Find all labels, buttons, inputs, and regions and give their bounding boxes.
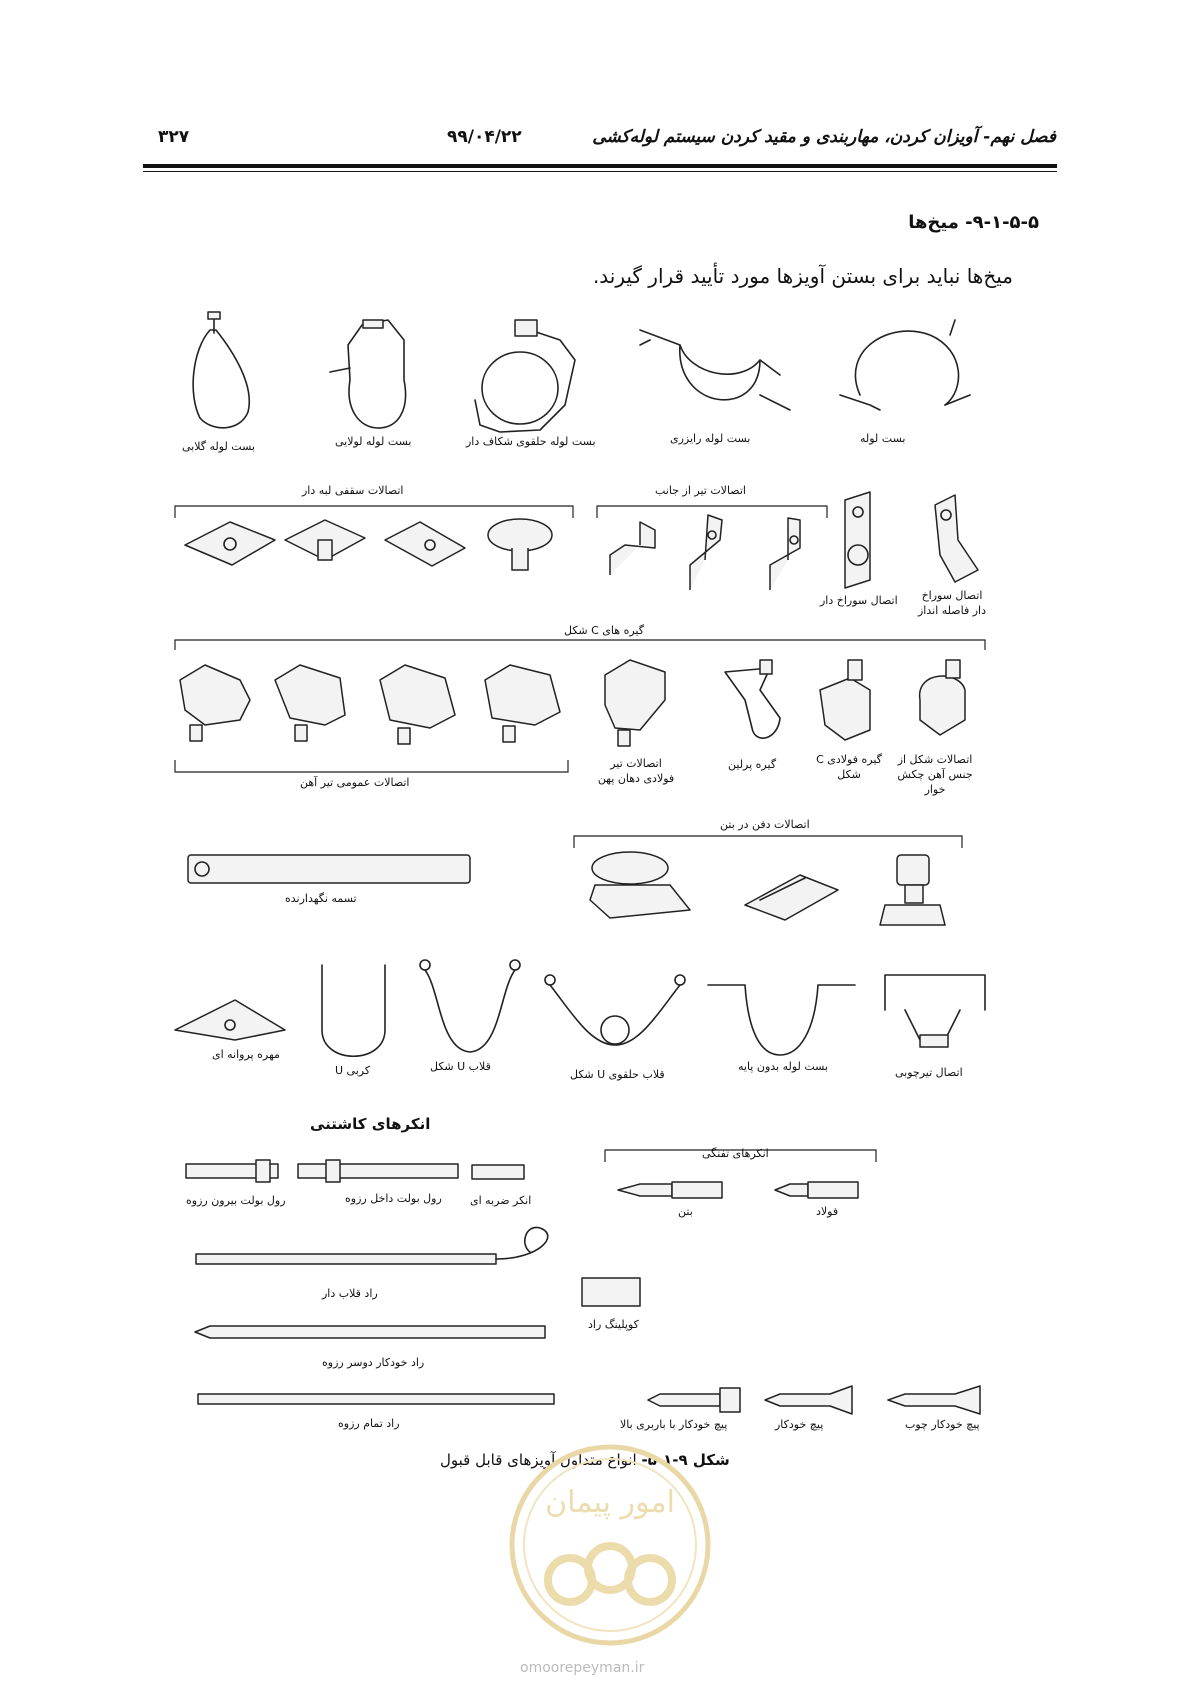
- beam-clamp-2-icon: [275, 665, 345, 741]
- riser-clamp-icon: [640, 330, 790, 410]
- label-beam-side-group: اتصالات تیر از جانب: [655, 484, 746, 497]
- double-self-tapping-rod-icon: [195, 1326, 545, 1338]
- pear-clamp-icon: [193, 312, 249, 428]
- label-rod-coupling: کوپلینگ راد: [588, 1318, 639, 1331]
- label-steel-anchor: فولاد: [816, 1205, 839, 1218]
- concrete-insert-1-icon: [590, 852, 690, 918]
- label-general-beam: اتصالات عمومی تیر آهن: [300, 776, 410, 789]
- beam-clamp-1-icon: [180, 665, 250, 741]
- wood-screw-icon: [888, 1386, 980, 1414]
- label-wide-mouth: اتصالات تیر فولادی دهان پهن: [597, 757, 675, 785]
- hole-fitting-icon: [845, 492, 870, 588]
- label-hook-rod: راد قلاب دار: [322, 1287, 378, 1300]
- ceiling-flange-icon: [488, 519, 552, 570]
- ring-u-hook-icon: [545, 975, 685, 1045]
- caption-number: شکل ۹-۱-۵-: [641, 1451, 730, 1469]
- label-external-roll-bolt: رول بولت بیرون رزوه: [186, 1194, 286, 1207]
- label-pipe-clamp: بست لوله: [860, 432, 906, 445]
- beam-clamp-4-icon: [485, 665, 560, 742]
- label-pear-clamp: بست لوله گلابی: [182, 440, 255, 453]
- gun-anchor-concrete-icon: [618, 1182, 722, 1198]
- internal-roll-bolt-icon: [298, 1160, 458, 1182]
- label-self-tap-screw: پیچ خودکار: [775, 1418, 824, 1431]
- flanged-ceiling-bracket-icon: [385, 522, 465, 566]
- label-concrete-group: اتصالات دفن در بتن: [720, 818, 810, 831]
- label-strap: تسمه نگهدارنده: [285, 892, 357, 905]
- label-offset-hole-fitting: اتصال سوراخ دار فاصله انداز: [917, 589, 986, 617]
- side-beam-attachment-2-icon: [690, 515, 722, 590]
- joist-fitting-icon: [885, 975, 985, 1047]
- header-date: ۹۹/۰۴/۲۲: [447, 127, 522, 147]
- wing-nut-icon: [175, 1000, 285, 1040]
- split-ring-clamp-icon: [475, 320, 575, 432]
- label-c-clamps-group: گیره های C شکل: [564, 624, 644, 637]
- anchors-heading: انکرهای کاشتنی: [310, 1115, 431, 1133]
- label-hinged-clamp: بست لوله لولایی: [335, 435, 412, 448]
- label-joist-fitting: اتصال تیرچوبی: [895, 1066, 963, 1079]
- label-concrete-anchor: بتن: [678, 1205, 693, 1218]
- label-ceiling-group: اتصالات سقفی لبه دار: [302, 484, 404, 497]
- side-beam-attachment-1-icon: [610, 522, 655, 575]
- self-tapping-screw-icon: [765, 1386, 852, 1414]
- label-legless-clamp: بست لوله بدون پایه: [738, 1060, 829, 1073]
- top-load-screw-icon: [648, 1388, 740, 1412]
- watermark-logo: [505, 1440, 715, 1650]
- concrete-insert-3-icon: [880, 855, 945, 925]
- section-paragraph: میخ‌ها نباید برای بستن آویزها مورد تأیید قرار گیرند.: [592, 264, 1013, 288]
- side-beam-attachment-3-icon: [770, 518, 800, 590]
- concrete-insert-2-icon: [745, 875, 838, 920]
- label-internal-roll-bolt: رول بولت داخل رزوه: [345, 1192, 442, 1205]
- u-bolt-icon: [322, 965, 385, 1056]
- label-ring-u-hook: قلاب حلقوی U شکل: [570, 1068, 665, 1081]
- offset-hole-fitting-icon: [935, 495, 978, 582]
- gun-anchor-steel-icon: [775, 1182, 858, 1198]
- label-top-load-screw: پیچ خودکار با باربری بالا: [620, 1418, 728, 1431]
- beam-clamp-3-icon: [380, 665, 455, 744]
- caption-text: انواع متداول آویزهای قابل قبول: [440, 1451, 642, 1469]
- watermark-text: امور پیمان: [545, 1485, 675, 1520]
- flanged-ceiling-nut-icon: [285, 520, 365, 560]
- section-heading: ۹-۱-۵-۵- میخ‌ها: [908, 212, 1039, 233]
- strap-icon: [188, 855, 470, 883]
- label-gun-anchors: انکرهای تفنگی: [702, 1147, 769, 1160]
- label-double-self-tap-rod: راد خودکار دوسر رزوه: [322, 1356, 425, 1369]
- full-thread-rod-icon: [198, 1394, 554, 1404]
- label-wood-screw: پیچ خودکار چوب: [905, 1418, 980, 1431]
- label-full-thread-rod: راد تمام رزوه: [338, 1417, 400, 1430]
- u-hook-icon: [420, 960, 520, 1052]
- chapter-title: فصل نهم- آویزان کردن، مهاربندی و مقید کردن سیستم لوله‌کشی: [592, 127, 1056, 147]
- label-purlin: گیره پرلین: [728, 758, 777, 771]
- pipe-clamp-icon: [840, 320, 970, 410]
- purlin-clamp-icon: [725, 660, 780, 738]
- label-steel-c: گیره فولادی C شکل: [816, 753, 882, 781]
- label-u-hook: قلاب U شکل: [430, 1060, 491, 1073]
- label-cast-iron: اتصالات شکل از جنس آهن چکش خوار: [897, 753, 973, 796]
- label-split-ring-clamp: بست لوله حلقوی شکاف دار: [466, 435, 596, 448]
- label-impact-anchor: انکر ضربه ای: [470, 1194, 532, 1207]
- legless-pipe-clamp-icon: [708, 985, 855, 1055]
- rod-coupling-icon: [582, 1278, 640, 1306]
- label-riser-clamp: بست لوله رایزری: [670, 432, 751, 445]
- watermark-site: omoorepeyman.ir: [520, 1660, 645, 1676]
- impact-anchor-icon: [472, 1165, 524, 1179]
- page-number: ۳۲۷: [158, 127, 190, 147]
- label-hole-fitting: اتصال سوراخ دار: [820, 594, 898, 607]
- flanged-ceiling-plate-icon: [185, 522, 275, 565]
- wide-mouth-clamp-icon: [605, 660, 665, 746]
- external-roll-bolt-icon: [186, 1160, 278, 1182]
- hinged-clamp-icon: [330, 320, 406, 428]
- hook-rod-icon: [196, 1227, 548, 1264]
- label-wing-nut: مهره پروانه ای: [212, 1048, 280, 1061]
- label-u-bolt: کربی U: [335, 1064, 371, 1077]
- malleable-iron-clamp-icon: [920, 660, 965, 735]
- steel-c-clamp-icon: [820, 660, 870, 740]
